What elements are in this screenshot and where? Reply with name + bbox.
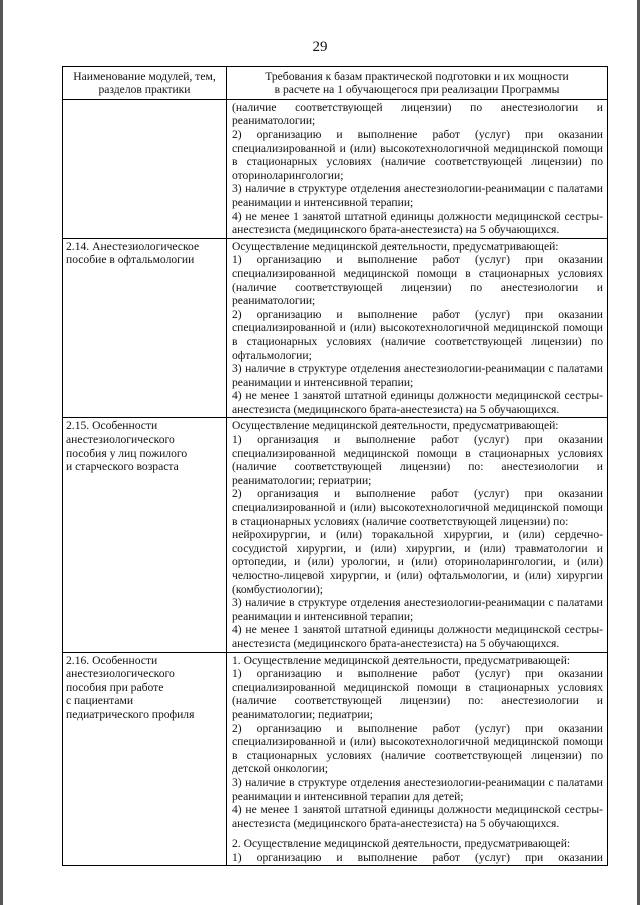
- table-row: [63, 418, 608, 652]
- section-title-line: 2.14. Анестезиологическое: [66, 239, 200, 253]
- table-row: [63, 652, 608, 866]
- header-col2-line: Требования к базам практической подготовки и их мощности: [265, 70, 569, 83]
- requirement-line: (наличие соответствующей лицензии) по: анестезиологии и: [232, 460, 603, 474]
- requirement-line: реаниматологии;: [232, 114, 316, 128]
- requirement-line: челюстно-лицевой хирургии, и (или) офтальмологии, и (или) хирургии: [232, 569, 603, 582]
- section-title-line: пособия у лиц пожилого: [66, 446, 188, 460]
- requirement-line: Осуществление медицинской деятельности, предусматривающей:: [232, 419, 559, 433]
- requirement-line: специализированной медицинской помощи в стационарных условиях: [232, 446, 603, 460]
- requirement-line: ортопедии, и (или) урологии, и (или) оториноларингологии, и (или): [232, 555, 603, 569]
- requirement-line: реаниматологии; педиатрии;: [232, 707, 373, 721]
- requirement-line: детской онкологии;: [232, 762, 328, 776]
- requirement-line: анестезиста (медицинского брата-анестезиста) на 5 обучающихся.: [232, 223, 560, 237]
- section-title-line: анестезиологического: [66, 433, 175, 447]
- requirement-line: реанимации и интенсивной терапии для детей;: [232, 789, 464, 803]
- requirement-line: 3) наличие в структуре отделения анестезиологии-реанимации с палатами: [232, 775, 603, 789]
- requirement-line: (наличие соответствующей лицензии) по анестезиологии и: [232, 280, 603, 294]
- requirement-line: нейрохирургии, и (или) торакальной хирургии, и (или) сердечно-: [232, 528, 603, 542]
- requirement-line: реанимации и интенсивной терапии;: [232, 195, 414, 209]
- section-cell: [63, 99, 227, 238]
- table-row: [63, 238, 608, 418]
- header-col2-line: в расчете на 1 обучающегося при реализации Программы: [274, 83, 560, 97]
- header-col1-line: Наименование модулей, тем,: [73, 70, 216, 83]
- requirement-line: реанимации и интенсивной терапии;: [232, 375, 414, 389]
- requirements-cell: [227, 418, 608, 652]
- requirement-line: в стационарных условиях (наличие соответствующей лицензии) по:: [232, 514, 569, 528]
- requirement-line: 2) организацию и выполнение работ (услуг) при оказании: [232, 721, 603, 735]
- page-number: 29: [312, 39, 328, 55]
- section-cell: [63, 418, 227, 652]
- requirement-line: 1. Осуществление медицинской деятельности, предусматривающей:: [232, 653, 571, 667]
- section-title-line: пособие в офтальмологии: [66, 253, 195, 267]
- requirement-line: специализированной медицинской помощи в стационарных условиях: [232, 680, 603, 694]
- requirement-line: анестезиста (медицинского брата-анестезиста) на 5 обучающихся.: [232, 402, 560, 416]
- requirement-line: реаниматологии; гериатрии;: [232, 473, 372, 487]
- requirement-line: (наличие соответствующей лицензии) по анестезиологии и: [232, 100, 603, 114]
- section-cell: [63, 238, 227, 418]
- requirement-line: (комбустиологии);: [232, 582, 323, 596]
- requirement-line: 1) организацию и выполнение работ (услуг) при оказании: [232, 253, 603, 267]
- requirement-line: специализированной медицинской помощи в стационарных условиях: [232, 266, 603, 280]
- requirement-line: реанимации и интенсивной терапии;: [232, 609, 414, 623]
- requirement-line: анестезиста (медицинского брата-анестезиста) на 5 обучающихся.: [232, 636, 560, 650]
- requirement-line: 3) наличие в структуре отделения анестезиологии-реанимации с палатами: [232, 362, 603, 376]
- requirement-line: в стационарных условиях (наличие соответствующей лицензии) по: [232, 155, 603, 169]
- requirement-line: 1) организацию и выполнение работ (услуг) при оказании: [232, 667, 603, 681]
- requirements-table: [62, 66, 608, 866]
- section-title-line: анестезиологического: [66, 667, 175, 681]
- section-title-line: 2.15. Особенности: [66, 419, 158, 433]
- requirement-line: анестезиста (медицинского брата-анестезиста) на 5 обучающихся.: [232, 816, 560, 830]
- paragraph-gap: [232, 830, 603, 837]
- requirement-line: 3) наличие в структуре отделения анестезиологии-реанимации с палатами: [232, 182, 603, 196]
- requirement-line: специализированной и (или) высокотехнологичной медицинской помощи: [232, 501, 603, 515]
- requirement-line: в стационарных условиях (наличие соответствующей лицензии) по: [232, 334, 603, 348]
- requirement-line: оториноларингологии;: [232, 168, 344, 182]
- section-title-line: и старческого возраста: [66, 460, 179, 474]
- table-row: [63, 99, 608, 238]
- requirement-line: 4) не менее 1 занятой штатной единицы должности медицинской сестры-: [232, 623, 603, 637]
- section-title-line: педиатрического профиля: [66, 707, 195, 721]
- requirements-cell: [227, 652, 608, 866]
- section-cell: [63, 652, 227, 866]
- header-col1-line: разделов практики: [98, 83, 191, 97]
- requirement-line: (наличие соответствующей лицензии) по: анестезиологии и: [232, 694, 603, 708]
- requirement-line: 1) организацию и выполнение работ (услуг) при оказании: [232, 850, 603, 864]
- requirement-line: 2) организация и выполнение работ (услуг) при оказании: [232, 487, 603, 501]
- table-header-row: [63, 67, 608, 100]
- requirement-line: офтальмологии;: [232, 348, 312, 362]
- requirement-line: 2) организацию и выполнение работ (услуг) при оказании: [232, 128, 603, 141]
- section-title-line: 2.16. Особенности: [66, 653, 158, 667]
- requirement-line: 4) не менее 1 занятой штатной единицы должности медицинской сестры-: [232, 803, 603, 817]
- header-module-names: [63, 67, 227, 100]
- scan-edge-left: [0, 0, 3, 905]
- requirement-line: специализированной и (или) высокотехнологичной медицинской помощи: [232, 141, 603, 155]
- requirement-line: 3) наличие в структуре отделения анестезиологии-реанимации с палатами: [232, 596, 603, 610]
- section-title-line: с пациентами: [66, 694, 134, 708]
- requirements-cell: [227, 238, 608, 418]
- requirement-line: в стационарных условиях (наличие соответствующей лицензии) по: [232, 748, 603, 762]
- requirement-line: Осуществление медицинской деятельности, предусматривающей:: [232, 239, 559, 253]
- requirement-line: специализированной и (или) высокотехнологичной медицинской помощи: [232, 321, 603, 335]
- requirement-line: 2) организацию и выполнение работ (услуг) при оказании: [232, 307, 603, 321]
- header-requirements: [227, 67, 608, 100]
- requirement-line: 2. Осуществление медицинской деятельности, предусматривающей:: [232, 837, 571, 851]
- requirement-line: реаниматологии;: [232, 294, 316, 308]
- requirement-line: сосудистой хирургии, и (или) хирургии, и (или) травматологии и: [232, 541, 603, 555]
- requirement-line: 4) не менее 1 занятой штатной единицы должности медицинской сестры-: [232, 389, 603, 403]
- requirement-line: специализированной и (или) высокотехнологичной медицинской помощи: [232, 735, 603, 749]
- section-title-line: пособия при работе: [66, 680, 164, 694]
- requirement-line: 1) организация и выполнение работ (услуг) при оказании: [232, 433, 603, 447]
- requirements-cell: [227, 99, 608, 238]
- requirement-line: 4) не менее 1 занятой штатной единицы должности медицинской сестры-: [232, 209, 603, 223]
